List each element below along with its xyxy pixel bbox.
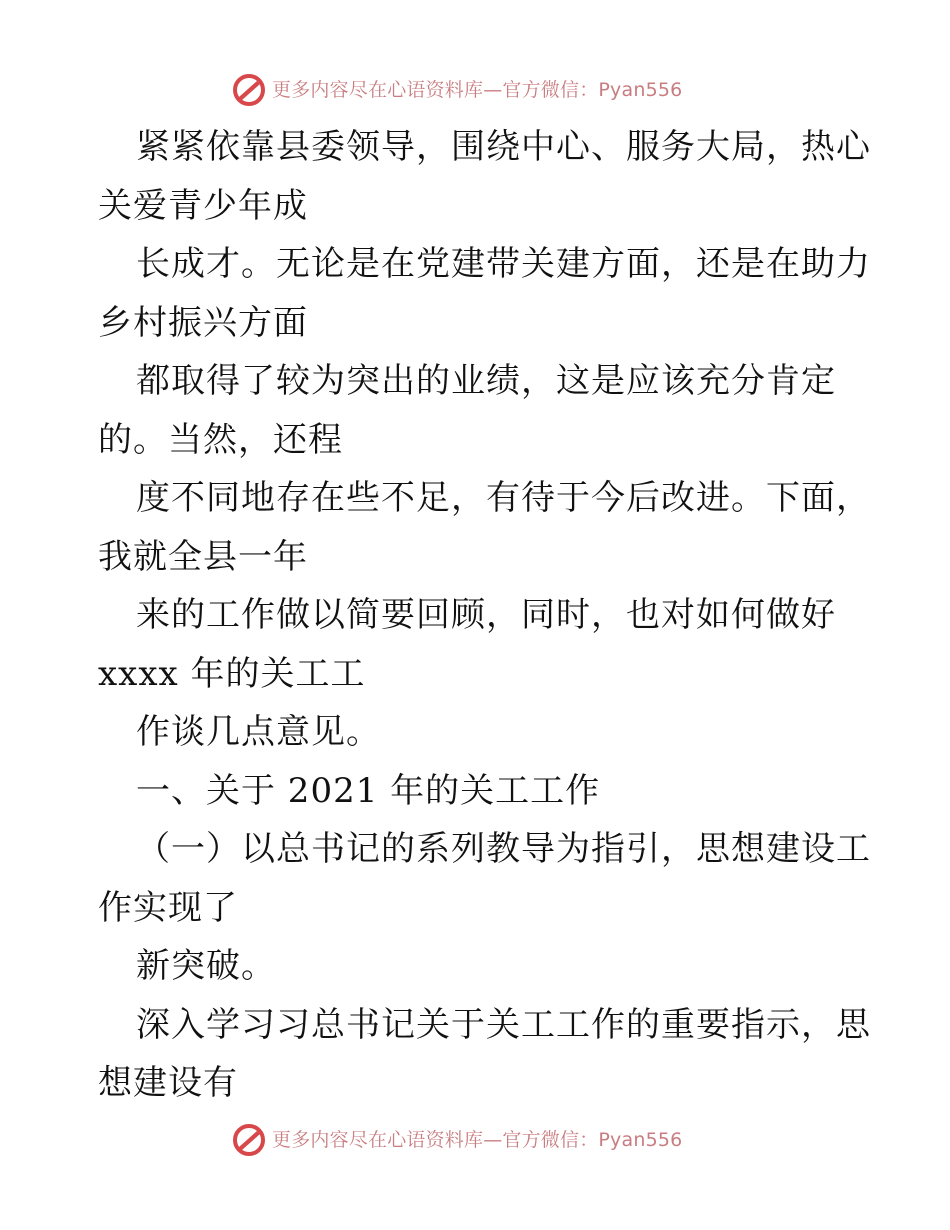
paragraph-line: 想建设有 [98,1063,238,1103]
paragraph-line: 的。当然，还程 [98,419,343,460]
subsection-heading: （一）以总书记的系列教导为指引，思想建设工 [136,829,871,869]
paragraph-line: 我就全县一年 [98,536,308,577]
red-ring-pen-logo-icon [232,73,266,107]
paragraph-line: 关爱青少年成 [98,185,308,226]
subsection-heading-continuation: 作实现了 [98,887,238,928]
paragraph-line: 长成才。无论是在党建带关建方面，还是在助力 [136,244,871,284]
paragraph-line: 度不同地存在些不足，有待于今后改进。下面， [136,478,871,518]
paragraph-line: 都取得了较为突出的业绩，这是应该充分肯定 [136,361,836,401]
document-body [98,118,873,1113]
footer-banner-text: 更多内容尽在心语资料库—官方微信：Pyan556 [272,1129,683,1151]
paragraph-line: 深入学习习总书记关于关工工作的重要指示，思 [136,1004,871,1045]
red-ring-pen-logo-icon [232,1123,266,1157]
paragraph-line: 来的工作做以简要回顾，同时，也对如何做好 [136,595,836,635]
footer-banner [232,1123,682,1157]
paragraph-line: 作谈几点意见。 [136,712,381,752]
header-banner-text: 更多内容尽在心语资料库—官方微信：Pyan556 [272,79,683,101]
paragraph-line: xxxx 年的关工工 [98,653,366,694]
paragraph-line: 新突破。 [136,946,276,986]
paragraph-line: 乡村振兴方面 [98,302,308,343]
section-heading: 一、关于 2021 年的关工工作 [136,770,601,811]
paragraph-line: 紧紧依靠县委领导，围绕中心、服务大局，热心 [136,127,871,167]
header-banner [232,73,682,107]
